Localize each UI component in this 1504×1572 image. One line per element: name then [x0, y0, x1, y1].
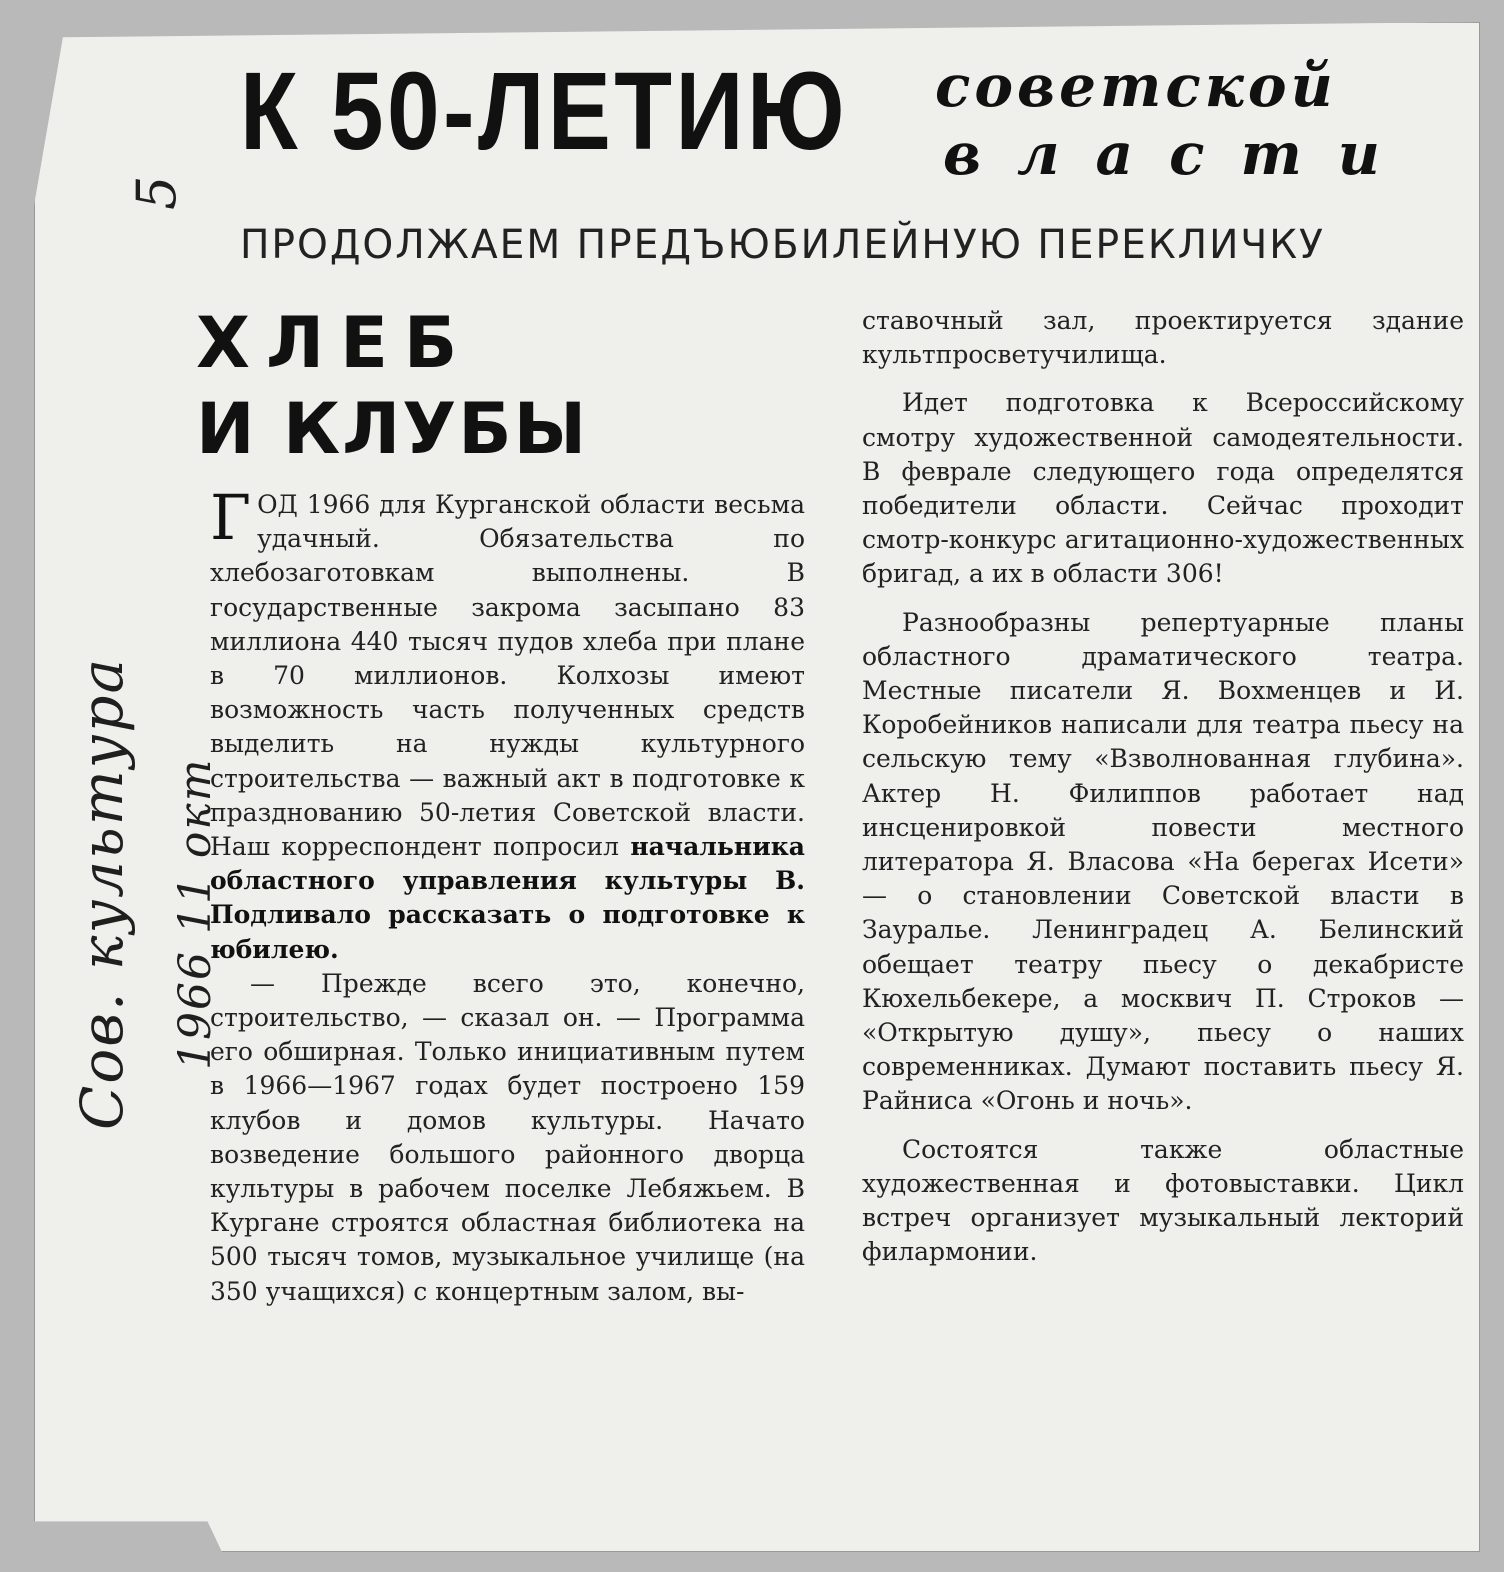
lead-paragraph	[210, 481, 805, 967]
headline-line1: ХЛЕБ	[196, 302, 474, 384]
article-column-2	[862, 304, 1464, 1283]
header-title: К 50-ЛЕТИЮ	[240, 50, 848, 173]
header-subtitle	[935, 52, 1425, 188]
handwritten-date: 1966 11 окт	[170, 757, 221, 1070]
paragraph-continued: ставочный зал, проектируется здание культпросветучилища.	[862, 306, 1464, 370]
lead-bold-text: начальника областного управления культуры В. Подливало рассказать о подготовке к юбилею.	[210, 832, 805, 964]
article-headline	[196, 300, 588, 472]
headline-line2: И КЛУБЫ	[196, 388, 589, 470]
drop-cap: Г	[210, 481, 252, 554]
paragraph-review: Идет подготовка к Всероссийскому смотру художественной самодеятельности. В феврале следующего года определятся победители области. Сейчас проходит смотр-конкурс агитационно-художественных бригад, а их в области 306!	[862, 388, 1464, 589]
paragraph-exhibitions: Состоятся также областные художественная и фотовыставки. Цикл встреч организует музыкальный лекторий филармонии.	[862, 1134, 1464, 1267]
handwritten-number: 5	[125, 175, 188, 210]
article-column-1	[210, 481, 805, 1309]
paragraph-theatre: Разнообразны репертуарные планы областного драматического театра. Местные писатели Я. Вохменцев и И. Коробейников написали для театра пьесу на сельскую тему «Взволнованная глубина». Актер Н. Филиппов работает над инсценировкой повести местного литератора Я. Власова «На берегах Исети» — о становлении Советской власти в Зауралье. Ленинградец А. Белинский обещает театру пьесу о декабристе Кюхельбекере, а москвич П. Строков — «Открытую душу», пьесу о наших современниках. Думают поставить пьесу Я. Райниса «Огонь и ночь».	[862, 607, 1464, 1116]
handwritten-source: Сов. культура	[68, 656, 136, 1130]
lead-text: ОД 1966 для Курганской области весьма удачный. Обязательства по хлебозаготовкам выполнены. В государственные закрома засыпано 83 миллиона 440 тысяч пудов хлеба при плане в 70 миллионов. Колхозы имеют возможность часть полученных средств выделить на нужды культурного строительства — важный акт в подготовке к празднованию 50-летия Советской власти. Наш корреспондент попросил	[210, 490, 805, 862]
rubric: ПРОДОЛЖАЕМ ПРЕДЪЮБИЛЕЙНУЮ ПЕРЕКЛИЧКУ	[240, 222, 1325, 268]
header-subtitle-line2: власти	[943, 120, 1416, 188]
quote-paragraph: — Прежде всего это, конечно, строительство, — сказал он. — Программа его обширная. Только инициативным путем в 1966—1967 годах будет построено 159 клубов и домов культуры. Начато возведение большого районного дворца культуры в рабочем поселке Лебяжьем. В Кургане строятся областная библиотека на 500 тысяч томов, музыкальное училище (на 350 учащихся) с концертным залом, вы-	[210, 968, 805, 1306]
handwritten-notes	[40, 170, 221, 1170]
header-subtitle-line1: советской	[935, 52, 1337, 120]
